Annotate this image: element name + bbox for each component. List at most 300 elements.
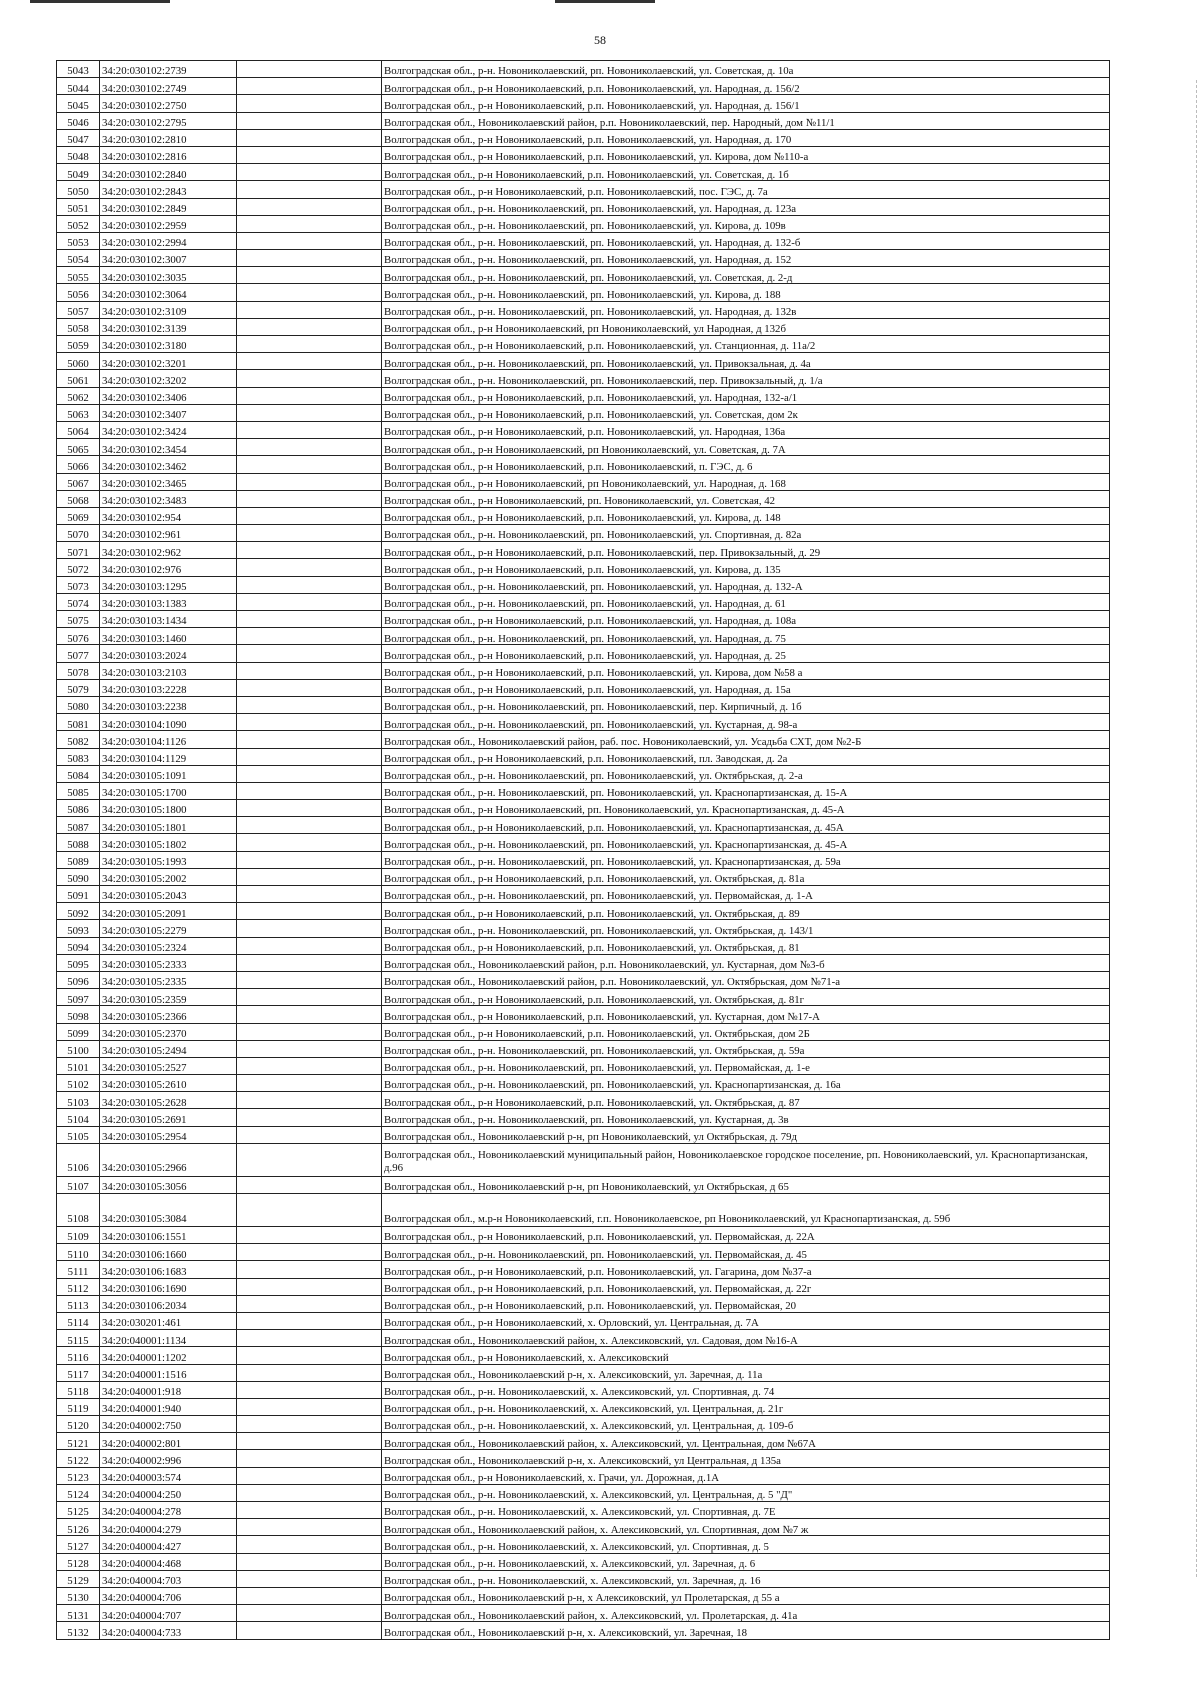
empty-cell bbox=[237, 284, 382, 301]
cadastral-number-cell: 34:20:030103:1295 bbox=[100, 576, 237, 593]
cadastral-number-cell: 34:20:030105:1802 bbox=[100, 834, 237, 851]
table-row bbox=[57, 112, 1110, 129]
row-number-cell: 5087 bbox=[57, 817, 100, 834]
table-row bbox=[57, 1347, 1110, 1364]
empty-cell bbox=[237, 1109, 382, 1126]
table-row bbox=[57, 232, 1110, 249]
table-row bbox=[57, 1075, 1110, 1092]
empty-cell bbox=[237, 267, 382, 284]
empty-cell bbox=[237, 1347, 382, 1364]
address-cell: Волгоградская обл., р-н Новониколаевский, р.п. Новониколаевский, ул. Октябрьская, д. 81г bbox=[382, 989, 1110, 1006]
empty-cell bbox=[237, 886, 382, 903]
row-number-cell: 5106 bbox=[57, 1143, 100, 1176]
row-number-cell: 5044 bbox=[57, 78, 100, 95]
empty-cell bbox=[237, 336, 382, 353]
cadastral-number-cell: 34:20:030105:2954 bbox=[100, 1126, 237, 1143]
table-row bbox=[57, 1381, 1110, 1398]
scan-top-edge-right bbox=[555, 0, 655, 3]
empty-cell bbox=[237, 1433, 382, 1450]
table-row bbox=[57, 576, 1110, 593]
scan-top-edge-left bbox=[30, 0, 170, 3]
empty-cell bbox=[237, 1312, 382, 1329]
address-cell: Волгоградская обл., р-н Новониколаевский, х. Орловский, ул. Центральная, д. 7А bbox=[382, 1312, 1110, 1329]
cadastral-number-cell: 34:20:040001:940 bbox=[100, 1398, 237, 1415]
address-cell: Волгоградская обл., р-н. Новониколаевский, х. Алексиковский, ул. Спортивная, д. 74 bbox=[382, 1381, 1110, 1398]
empty-cell bbox=[237, 95, 382, 112]
table-row bbox=[57, 593, 1110, 610]
cadastral-number-cell: 34:20:030105:3084 bbox=[100, 1194, 237, 1227]
cadastral-number-cell: 34:20:030105:2043 bbox=[100, 886, 237, 903]
table-row bbox=[57, 903, 1110, 920]
table-row bbox=[57, 370, 1110, 387]
row-number-cell: 5080 bbox=[57, 696, 100, 713]
cadastral-number-cell: 34:20:040004:250 bbox=[100, 1484, 237, 1501]
cadastral-number-cell: 34:20:040004:733 bbox=[100, 1622, 237, 1639]
cadastral-number-cell: 34:20:040001:918 bbox=[100, 1381, 237, 1398]
cadastral-number-cell: 34:20:030102:2849 bbox=[100, 198, 237, 215]
table-row bbox=[57, 1227, 1110, 1244]
cadastral-number-cell: 34:20:030106:1660 bbox=[100, 1244, 237, 1261]
empty-cell bbox=[237, 834, 382, 851]
empty-cell bbox=[237, 1398, 382, 1415]
table-row bbox=[57, 696, 1110, 713]
row-number-cell: 5056 bbox=[57, 284, 100, 301]
address-cell: Волгоградская обл., Новониколаевский муниципальный район, Новониколаевское городское поселение, рп. Новониколаевский, ул. Краснопартизанская, д.96 bbox=[382, 1143, 1110, 1176]
cadastral-number-cell: 34:20:030103:2238 bbox=[100, 696, 237, 713]
address-cell: Волгоградская обл., р-н. Новониколаевский, рп. Новониколаевский, ул. Народная, д. 123а bbox=[382, 198, 1110, 215]
row-number-cell: 5066 bbox=[57, 456, 100, 473]
row-number-cell: 5053 bbox=[57, 232, 100, 249]
row-number-cell: 5115 bbox=[57, 1330, 100, 1347]
table-row bbox=[57, 439, 1110, 456]
address-cell: Волгоградская обл., р-н Новониколаевский, р.п. Новониколаевский, ул. Кустарная, дом №17-А bbox=[382, 1006, 1110, 1023]
address-cell: Волгоградская обл., р-н Новониколаевский, р.п. Новониколаевский, ул. Кирова, д. 148 bbox=[382, 507, 1110, 524]
table-row bbox=[57, 78, 1110, 95]
cadastral-number-cell: 34:20:030105:2279 bbox=[100, 920, 237, 937]
address-cell: Волгоградская обл., р-н. Новониколаевский, рп. Новониколаевский, ул. Октябрьская, д. 59а bbox=[382, 1040, 1110, 1057]
address-cell: Волгоградская обл., р-н Новониколаевский, р.п. Новониколаевский, ул. Народная, д. 170 bbox=[382, 129, 1110, 146]
address-cell: Волгоградская обл., р-н. Новониколаевский, х. Алексиковский, ул. Центральная, д. 5 "Д" bbox=[382, 1484, 1110, 1501]
row-number-cell: 5109 bbox=[57, 1227, 100, 1244]
empty-cell bbox=[237, 1330, 382, 1347]
table-row bbox=[57, 971, 1110, 988]
cadastral-number-cell: 34:20:030105:1800 bbox=[100, 800, 237, 817]
row-number-cell: 5049 bbox=[57, 164, 100, 181]
empty-cell bbox=[237, 1295, 382, 1312]
cadastral-number-cell: 34:20:030102:2810 bbox=[100, 129, 237, 146]
table-row bbox=[57, 748, 1110, 765]
table-row bbox=[57, 714, 1110, 731]
table-row bbox=[57, 542, 1110, 559]
row-number-cell: 5064 bbox=[57, 421, 100, 438]
empty-cell bbox=[237, 1278, 382, 1295]
table-row bbox=[57, 215, 1110, 232]
empty-cell bbox=[237, 1092, 382, 1109]
row-number-cell: 5061 bbox=[57, 370, 100, 387]
row-number-cell: 5057 bbox=[57, 301, 100, 318]
address-cell: Волгоградская обл., Новониколаевский р-н, х. Алексиковский, ул. Заречная, 18 bbox=[382, 1622, 1110, 1639]
empty-cell bbox=[237, 1075, 382, 1092]
cadastral-number-cell: 34:20:030102:961 bbox=[100, 525, 237, 542]
cadastral-number-cell: 34:20:030105:2002 bbox=[100, 868, 237, 885]
empty-cell bbox=[237, 800, 382, 817]
cadastral-number-cell: 34:20:040001:1516 bbox=[100, 1364, 237, 1381]
row-number-cell: 5076 bbox=[57, 628, 100, 645]
empty-cell bbox=[237, 1143, 382, 1176]
table-row bbox=[57, 164, 1110, 181]
address-cell: Волгоградская обл., р-н. Новониколаевский, рп. Новониколаевский, ул. Краснопартизанская, д. 16а bbox=[382, 1075, 1110, 1092]
empty-cell bbox=[237, 989, 382, 1006]
empty-cell bbox=[237, 1227, 382, 1244]
table-row bbox=[57, 817, 1110, 834]
row-number-cell: 5121 bbox=[57, 1433, 100, 1450]
empty-cell bbox=[237, 559, 382, 576]
cadastral-number-cell: 34:20:040002:801 bbox=[100, 1433, 237, 1450]
row-number-cell: 5065 bbox=[57, 439, 100, 456]
table-row bbox=[57, 353, 1110, 370]
table-row bbox=[57, 645, 1110, 662]
row-number-cell: 5102 bbox=[57, 1075, 100, 1092]
cadastral-number-cell: 34:20:030102:3462 bbox=[100, 456, 237, 473]
empty-cell bbox=[237, 679, 382, 696]
cadastral-number-cell: 34:20:030106:1683 bbox=[100, 1261, 237, 1278]
address-cell: Волгоградская обл., р-н Новониколаевский, рп Новониколаевский, ул. Советская, д. 7А bbox=[382, 439, 1110, 456]
row-number-cell: 5123 bbox=[57, 1467, 100, 1484]
row-number-cell: 5043 bbox=[57, 61, 100, 78]
empty-cell bbox=[237, 1553, 382, 1570]
row-number-cell: 5128 bbox=[57, 1553, 100, 1570]
row-number-cell: 5055 bbox=[57, 267, 100, 284]
cadastral-number-cell: 34:20:030102:2816 bbox=[100, 146, 237, 163]
cadastral-number-cell: 34:20:030105:1801 bbox=[100, 817, 237, 834]
table-row bbox=[57, 1057, 1110, 1074]
row-number-cell: 5108 bbox=[57, 1194, 100, 1227]
address-cell: Волгоградская обл., р-н. Новониколаевский, рп. Новониколаевский, ул. Первомайская, д. 1-А bbox=[382, 886, 1110, 903]
address-cell: Волгоградская обл., р-н Новониколаевский, р.п. Новониколаевский, ул. Кирова, д. 135 bbox=[382, 559, 1110, 576]
cadastral-number-cell: 34:20:030102:2739 bbox=[100, 61, 237, 78]
empty-cell bbox=[237, 1194, 382, 1227]
table-row bbox=[57, 525, 1110, 542]
address-cell: Волгоградская обл., р-н Новониколаевский, р.п. Новониколаевский, ул. Народная, д. 25 bbox=[382, 645, 1110, 662]
address-cell: Волгоградская обл., Новониколаевский р-н, х. Алексиковский, ул Центральная, д 135а bbox=[382, 1450, 1110, 1467]
row-number-cell: 5126 bbox=[57, 1519, 100, 1536]
cadastral-number-cell: 34:20:030103:1460 bbox=[100, 628, 237, 645]
empty-cell bbox=[237, 61, 382, 78]
empty-cell bbox=[237, 903, 382, 920]
address-cell: Волгоградская обл., р-н. Новониколаевский, х. Алексиковский, ул. Центральная, д. 21г bbox=[382, 1398, 1110, 1415]
empty-cell bbox=[237, 387, 382, 404]
row-number-cell: 5058 bbox=[57, 318, 100, 335]
cadastral-number-cell: 34:20:030106:1551 bbox=[100, 1227, 237, 1244]
table-row bbox=[57, 456, 1110, 473]
address-cell: Волгоградская обл., р-н. Новониколаевский, рп. Новониколаевский, ул. Октябрьская, д. 2-а bbox=[382, 765, 1110, 782]
address-cell: Волгоградская обл., р-н Новониколаевский, р.п. Новониколаевский, ул. Октябрьская, д. 81а bbox=[382, 868, 1110, 885]
address-cell: Волгоградская обл., р-н. Новониколаевский, рп. Новониколаевский, ул. Советская, д. 10а bbox=[382, 61, 1110, 78]
empty-cell bbox=[237, 181, 382, 198]
address-cell: Волгоградская обл., р-н. Новониколаевский, рп. Новониколаевский, ул. Кирова, д. 109в bbox=[382, 215, 1110, 232]
empty-cell bbox=[237, 645, 382, 662]
address-cell: Волгоградская обл., р-н. Новониколаевский, х. Алексиковский, ул. Заречная, д. 16 bbox=[382, 1570, 1110, 1587]
cadastral-number-cell: 34:20:040004:706 bbox=[100, 1587, 237, 1604]
address-cell: Волгоградская обл., р-н. Новониколаевский, рп. Новониколаевский, пер. Кирпичный, д. 1б bbox=[382, 696, 1110, 713]
table-row bbox=[57, 1244, 1110, 1261]
cadastral-number-cell: 34:20:030102:2959 bbox=[100, 215, 237, 232]
row-number-cell: 5093 bbox=[57, 920, 100, 937]
row-number-cell: 5103 bbox=[57, 1092, 100, 1109]
cadastral-number-cell: 34:20:040002:996 bbox=[100, 1450, 237, 1467]
table-row bbox=[57, 1092, 1110, 1109]
row-number-cell: 5045 bbox=[57, 95, 100, 112]
row-number-cell: 5097 bbox=[57, 989, 100, 1006]
registry-body bbox=[57, 61, 1110, 1640]
cadastral-number-cell: 34:20:030105:1091 bbox=[100, 765, 237, 782]
table-row bbox=[57, 1364, 1110, 1381]
address-cell: Волгоградская обл., р-н Новониколаевский, р.п. Новониколаевский, ул. Октябрьская, д. 89 bbox=[382, 903, 1110, 920]
address-cell: Волгоградская обл., Новониколаевский район, р.п. Новониколаевский, пер. Народный, дом №11/1 bbox=[382, 112, 1110, 129]
address-cell: Волгоградская обл., Новониколаевский район, х. Алексиковский, ул. Спортивная, дом №7 ж bbox=[382, 1519, 1110, 1536]
cadastral-number-cell: 34:20:030105:2966 bbox=[100, 1143, 237, 1176]
cadastral-number-cell: 34:20:030102:3064 bbox=[100, 284, 237, 301]
table-row bbox=[57, 318, 1110, 335]
empty-cell bbox=[237, 318, 382, 335]
cadastral-number-cell: 34:20:030104:1126 bbox=[100, 731, 237, 748]
empty-cell bbox=[237, 1261, 382, 1278]
address-cell: Волгоградская обл., Новониколаевский р-н, х Алексиковский, ул Пролетарская, д 55 а bbox=[382, 1587, 1110, 1604]
row-number-cell: 5062 bbox=[57, 387, 100, 404]
address-cell: Волгоградская обл., р-н Новониколаевский, р.п. Новониколаевский, пл. Заводская, д. 2а bbox=[382, 748, 1110, 765]
empty-cell bbox=[237, 525, 382, 542]
cadastral-number-cell: 34:20:040003:574 bbox=[100, 1467, 237, 1484]
row-number-cell: 5069 bbox=[57, 507, 100, 524]
address-cell: Волгоградская обл., р-н. Новониколаевский, рп. Новониколаевский, ул. Советская, д. 2-д bbox=[382, 267, 1110, 284]
empty-cell bbox=[237, 215, 382, 232]
table-row bbox=[57, 1433, 1110, 1450]
table-row bbox=[57, 284, 1110, 301]
empty-cell bbox=[237, 250, 382, 267]
table-row bbox=[57, 1570, 1110, 1587]
empty-cell bbox=[237, 232, 382, 249]
address-cell: Волгоградская обл., р-н Новониколаевский, р.п. Новониколаевский, ул. Гагарина, дом №37-а bbox=[382, 1261, 1110, 1278]
address-cell: Волгоградская обл., р-н Новониколаевский, рп Новониколаевский, ул Народная, д 132б bbox=[382, 318, 1110, 335]
row-number-cell: 5122 bbox=[57, 1450, 100, 1467]
table-row bbox=[57, 61, 1110, 78]
row-number-cell: 5048 bbox=[57, 146, 100, 163]
cadastral-number-cell: 34:20:030102:3407 bbox=[100, 404, 237, 421]
address-cell: Волгоградская обл., р-н Новониколаевский, х. Алексиковский bbox=[382, 1347, 1110, 1364]
address-cell: Волгоградская обл., р-н Новониколаевский, р.п. Новониколаевский, ул. Советская, д. 1б bbox=[382, 164, 1110, 181]
table-row bbox=[57, 1261, 1110, 1278]
address-cell: Волгоградская обл., р-н. Новониколаевский, рп. Новониколаевский, ул. Первомайская, д. 45 bbox=[382, 1244, 1110, 1261]
row-number-cell: 5098 bbox=[57, 1006, 100, 1023]
table-row bbox=[57, 1040, 1110, 1057]
address-cell: Волгоградская обл., р-н Новониколаевский, р.п. Новониколаевский, п. ГЭС, д. 6 bbox=[382, 456, 1110, 473]
empty-cell bbox=[237, 920, 382, 937]
empty-cell bbox=[237, 456, 382, 473]
empty-cell bbox=[237, 129, 382, 146]
empty-cell bbox=[237, 1006, 382, 1023]
address-cell: Волгоградская обл., р-н Новониколаевский, р.п. Новониколаевский, ул. Кирова, дом №110-а bbox=[382, 146, 1110, 163]
address-cell: Волгоградская обл., р-н. Новониколаевский, рп. Новониколаевский, ул. Народная, д. 61 bbox=[382, 593, 1110, 610]
empty-cell bbox=[237, 714, 382, 731]
address-cell: Волгоградская обл., р-н Новониколаевский, р.п. Новониколаевский, ул. Народная, д. 108а bbox=[382, 611, 1110, 628]
cadastral-number-cell: 34:20:030105:2335 bbox=[100, 971, 237, 988]
empty-cell bbox=[237, 782, 382, 799]
table-row bbox=[57, 267, 1110, 284]
address-cell: Волгоградская обл., р-н Новониколаевский, р.п. Новониколаевский, ул. Народная, д. 156/1 bbox=[382, 95, 1110, 112]
empty-cell bbox=[237, 370, 382, 387]
row-number-cell: 5082 bbox=[57, 731, 100, 748]
table-row bbox=[57, 473, 1110, 490]
row-number-cell: 5046 bbox=[57, 112, 100, 129]
cadastral-number-cell: 34:20:030102:2795 bbox=[100, 112, 237, 129]
empty-cell bbox=[237, 439, 382, 456]
row-number-cell: 5104 bbox=[57, 1109, 100, 1126]
address-cell: Волгоградская обл., р-н. Новониколаевский, х. Алексиковский, ул. Спортивная, д. 5 bbox=[382, 1536, 1110, 1553]
address-cell: Волгоградская обл., р-н. Новониколаевский, х. Алексиковский, ул. Центральная, д. 109-б bbox=[382, 1416, 1110, 1433]
table-row bbox=[57, 920, 1110, 937]
page-number: 58 bbox=[594, 33, 606, 47]
address-cell: Волгоградская обл., р-н. Новониколаевский, рп. Новониколаевский, ул. Краснопартизанская, д. 59а bbox=[382, 851, 1110, 868]
empty-cell bbox=[237, 696, 382, 713]
table-row bbox=[57, 1109, 1110, 1126]
table-row bbox=[57, 1006, 1110, 1023]
row-number-cell: 5072 bbox=[57, 559, 100, 576]
table-row bbox=[57, 507, 1110, 524]
cadastral-number-cell: 34:20:030103:1383 bbox=[100, 593, 237, 610]
cadastral-number-cell: 34:20:040004:703 bbox=[100, 1570, 237, 1587]
address-cell: Волгоградская обл., р-н Новониколаевский, рп. Новониколаевский, ул. Краснопартизанская, д. 45-А bbox=[382, 800, 1110, 817]
empty-cell bbox=[237, 954, 382, 971]
table-row bbox=[57, 782, 1110, 799]
empty-cell bbox=[237, 1381, 382, 1398]
empty-cell bbox=[237, 301, 382, 318]
empty-cell bbox=[237, 490, 382, 507]
table-row bbox=[57, 1416, 1110, 1433]
row-number-cell: 5059 bbox=[57, 336, 100, 353]
cadastral-number-cell: 34:20:030102:3406 bbox=[100, 387, 237, 404]
row-number-cell: 5051 bbox=[57, 198, 100, 215]
table-row bbox=[57, 1176, 1110, 1193]
cadastral-number-cell: 34:20:030105:2359 bbox=[100, 989, 237, 1006]
table-row bbox=[57, 146, 1110, 163]
table-row bbox=[57, 336, 1110, 353]
address-cell: Волгоградская обл., р-н Новониколаевский, р.п. Новониколаевский, ул. Октябрьская, дом 2Б bbox=[382, 1023, 1110, 1040]
cadastral-number-cell: 34:20:030103:2228 bbox=[100, 679, 237, 696]
cadastral-number-cell: 34:20:030105:1993 bbox=[100, 851, 237, 868]
empty-cell bbox=[237, 1502, 382, 1519]
row-number-cell: 5063 bbox=[57, 404, 100, 421]
address-cell: Волгоградская обл., р-н. Новониколаевский, рп. Новониколаевский, ул. Народная, д. 132-А bbox=[382, 576, 1110, 593]
cadastral-number-cell: 34:20:030102:2750 bbox=[100, 95, 237, 112]
address-cell: Волгоградская обл., р-н. Новониколаевский, рп. Новониколаевский, ул. Кустарная, д. 98-а bbox=[382, 714, 1110, 731]
cadastral-number-cell: 34:20:030104:1090 bbox=[100, 714, 237, 731]
empty-cell bbox=[237, 628, 382, 645]
empty-cell bbox=[237, 1176, 382, 1193]
address-cell: Волгоградская обл., Новониколаевский р-н, рп Новониколаевский, ул Октябрьская, д 65 bbox=[382, 1176, 1110, 1193]
table-row bbox=[57, 731, 1110, 748]
row-number-cell: 5091 bbox=[57, 886, 100, 903]
cadastral-number-cell: 34:20:030102:3035 bbox=[100, 267, 237, 284]
table-row bbox=[57, 1312, 1110, 1329]
row-number-cell: 5052 bbox=[57, 215, 100, 232]
cadastral-number-cell: 34:20:030105:2527 bbox=[100, 1057, 237, 1074]
row-number-cell: 5079 bbox=[57, 679, 100, 696]
address-cell: Волгоградская обл., р-н. Новониколаевский, рп. Новониколаевский, ул. Октябрьская, д. 143/1 bbox=[382, 920, 1110, 937]
cadastral-number-cell: 34:20:040001:1202 bbox=[100, 1347, 237, 1364]
table-row bbox=[57, 662, 1110, 679]
row-number-cell: 5047 bbox=[57, 129, 100, 146]
empty-cell bbox=[237, 404, 382, 421]
row-number-cell: 5085 bbox=[57, 782, 100, 799]
table-row bbox=[57, 387, 1110, 404]
row-number-cell: 5132 bbox=[57, 1622, 100, 1639]
cadastral-number-cell: 34:20:030201:461 bbox=[100, 1312, 237, 1329]
cadastral-number-cell: 34:20:030102:3483 bbox=[100, 490, 237, 507]
row-number-cell: 5099 bbox=[57, 1023, 100, 1040]
cadastral-number-cell: 34:20:030105:2091 bbox=[100, 903, 237, 920]
cadastral-number-cell: 34:20:040004:468 bbox=[100, 1553, 237, 1570]
cadastral-number-cell: 34:20:030102:2749 bbox=[100, 78, 237, 95]
cadastral-number-cell: 34:20:030103:1434 bbox=[100, 611, 237, 628]
cadastral-number-cell: 34:20:030102:3109 bbox=[100, 301, 237, 318]
table-row bbox=[57, 868, 1110, 885]
address-cell: Волгоградская обл., р-н Новониколаевский, р.п. Новониколаевский, ул. Октябрьская, д. 87 bbox=[382, 1092, 1110, 1109]
address-cell: Волгоградская обл., р-н. Новониколаевский, х. Алексиковский, ул. Заречная, д. 6 bbox=[382, 1553, 1110, 1570]
table-row bbox=[57, 679, 1110, 696]
row-number-cell: 5084 bbox=[57, 765, 100, 782]
row-number-cell: 5124 bbox=[57, 1484, 100, 1501]
cadastral-number-cell: 34:20:030105:2366 bbox=[100, 1006, 237, 1023]
cadastral-number-cell: 34:20:030103:2103 bbox=[100, 662, 237, 679]
address-cell: Волгоградская обл., р-н Новониколаевский, р.п. Новониколаевский, ул. Народная, д. 156/2 bbox=[382, 78, 1110, 95]
table-row bbox=[57, 1295, 1110, 1312]
row-number-cell: 5107 bbox=[57, 1176, 100, 1193]
address-cell: Волгоградская обл., м.р-н Новониколаевский, г.п. Новониколаевское, рп Новониколаевский, ул Краснопартизанская, д. 59б bbox=[382, 1194, 1110, 1227]
address-cell: Волгоградская обл., р-н Новониколаевский, р.п. Новониколаевский, пос. ГЭС, д. 7а bbox=[382, 181, 1110, 198]
empty-cell bbox=[237, 817, 382, 834]
empty-cell bbox=[237, 1450, 382, 1467]
cadastral-number-cell: 34:20:030106:1690 bbox=[100, 1278, 237, 1295]
address-cell: Волгоградская обл., р-н. Новониколаевский, рп. Новониколаевский, ул. Народная, д. 132в bbox=[382, 301, 1110, 318]
empty-cell bbox=[237, 1126, 382, 1143]
address-cell: Волгоградская обл., р-н Новониколаевский, р.п. Новониколаевский, пер. Привокзальный, д. 29 bbox=[382, 542, 1110, 559]
empty-cell bbox=[237, 78, 382, 95]
address-cell: Волгоградская обл., Новониколаевский район, х. Алексиковский, ул. Садовая, дом №16-А bbox=[382, 1330, 1110, 1347]
table-row bbox=[57, 1467, 1110, 1484]
table-row bbox=[57, 1536, 1110, 1553]
cadastral-number-cell: 34:20:030106:2034 bbox=[100, 1295, 237, 1312]
cadastral-number-cell: 34:20:030103:2024 bbox=[100, 645, 237, 662]
property-registry-table bbox=[56, 60, 1110, 1640]
address-cell: Волгоградская обл., р-н Новониколаевский, р.п. Новониколаевский, ул. Станционная, д. 11а/2 bbox=[382, 336, 1110, 353]
scan-right-edge-mark bbox=[1196, 80, 1197, 1577]
table-row bbox=[57, 611, 1110, 628]
address-cell: Волгоградская обл., р-н Новониколаевский, р.п. Новониколаевский, ул. Народная, д. 15а bbox=[382, 679, 1110, 696]
row-number-cell: 5078 bbox=[57, 662, 100, 679]
empty-cell bbox=[237, 576, 382, 593]
empty-cell bbox=[237, 1484, 382, 1501]
row-number-cell: 5118 bbox=[57, 1381, 100, 1398]
table-row bbox=[57, 800, 1110, 817]
address-cell: Волгоградская обл., Новониколаевский р-н, рп Новониколаевский, ул Октябрьская, д. 79д bbox=[382, 1126, 1110, 1143]
table-row bbox=[57, 129, 1110, 146]
cadastral-number-cell: 34:20:040001:1134 bbox=[100, 1330, 237, 1347]
cadastral-number-cell: 34:20:030105:2370 bbox=[100, 1023, 237, 1040]
empty-cell bbox=[237, 1622, 382, 1639]
table-row bbox=[57, 1330, 1110, 1347]
row-number-cell: 5127 bbox=[57, 1536, 100, 1553]
cadastral-number-cell: 34:20:030105:1700 bbox=[100, 782, 237, 799]
